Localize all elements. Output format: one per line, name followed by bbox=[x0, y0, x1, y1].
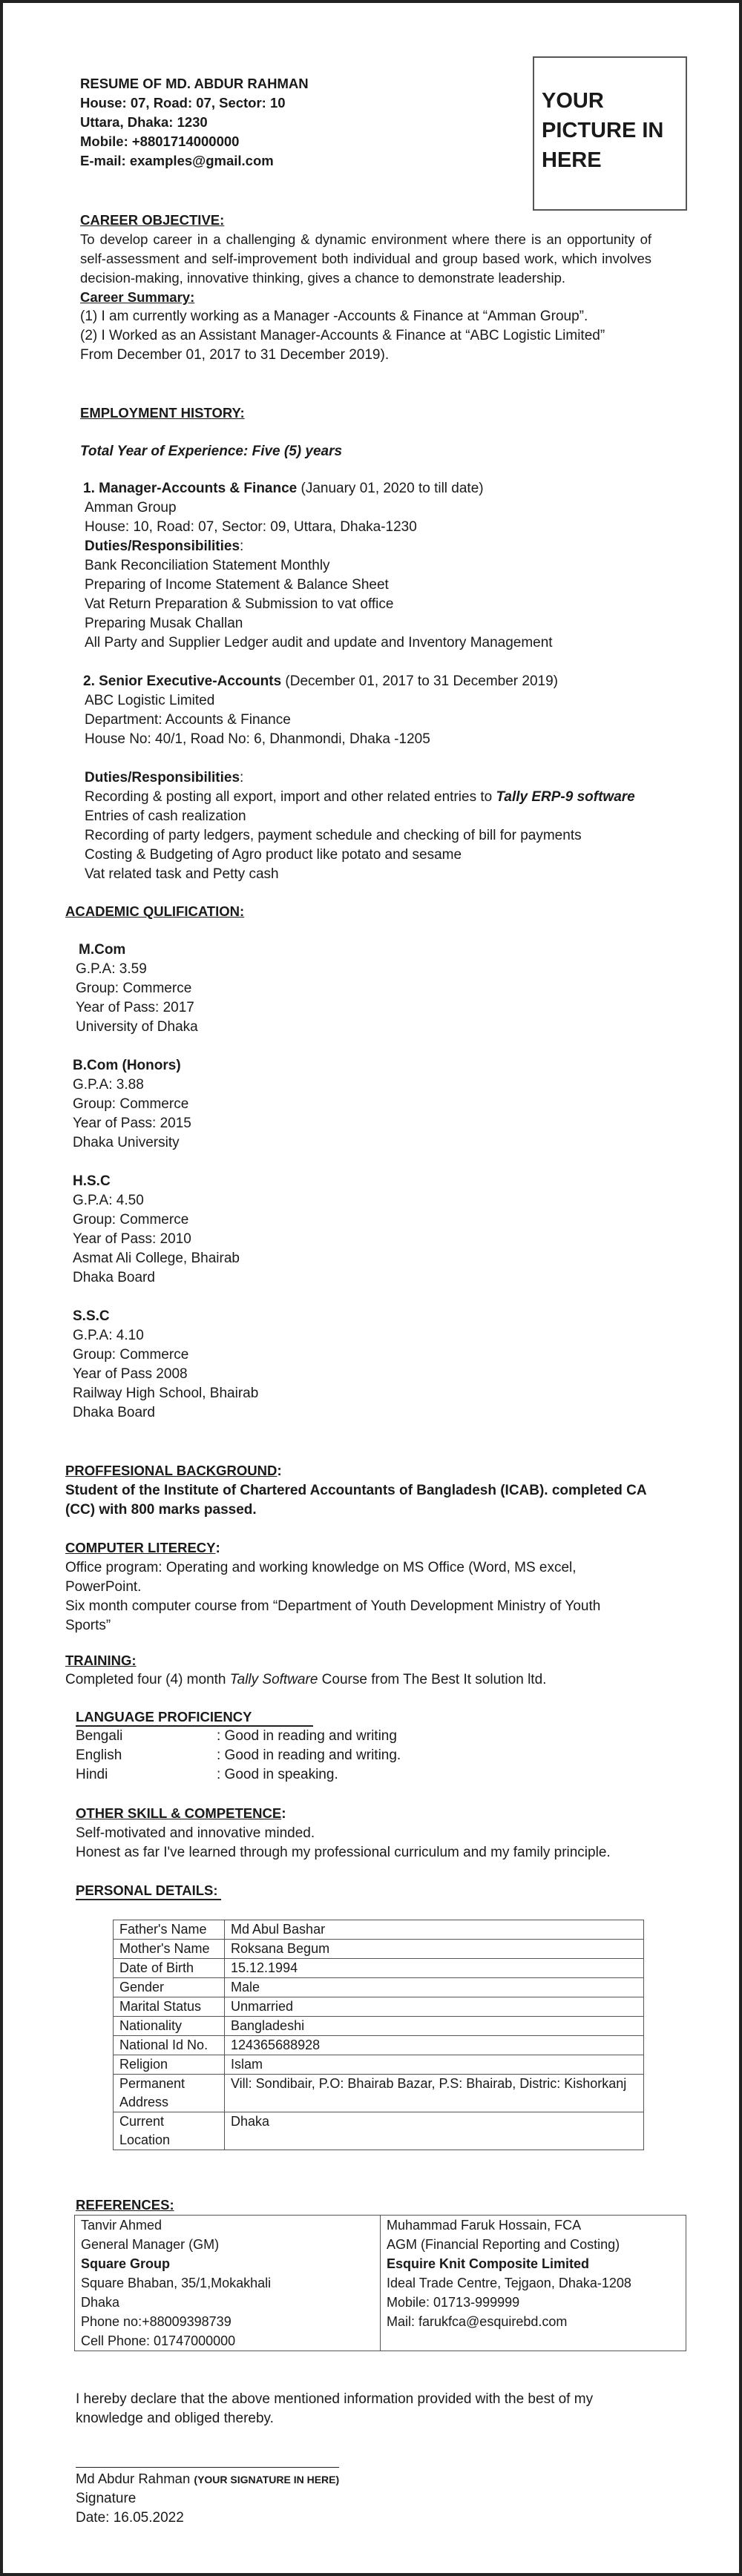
degree-ssc: S.S.C G.P.A: 4.10 Group: Commerce Year of Pass 2008 Railway High School, Bhairab Dhaka Board bbox=[73, 1308, 259, 1420]
duty-item: Costing & Budgeting of Agro product like potato and sesame bbox=[85, 847, 462, 863]
company: ABC Logistic Limited bbox=[85, 693, 215, 708]
resume-header bbox=[80, 74, 309, 171]
duty-item: Preparing Musak Challan bbox=[85, 616, 243, 631]
duty-item: Recording & posting all export, import and other related entries to Tally ERP-9 software bbox=[85, 789, 635, 805]
degree-name: B.Com (Honors) bbox=[73, 1058, 181, 1073]
skills-section: OTHER SKILL & COMPETENCE: Self-motivated and innovative minded. Honest as far I've learned through my professional curriculum and my family principle. bbox=[76, 1805, 611, 1860]
job-1: 1. Manager-Accounts & Finance (January 01, 2020 to till date) Amman Group House: 10, Road: 07, Sector: 09, Uttara, Dhaka-1230 Duties/Responsibilities: Bank Reconciliation Statement Monthly Preparing of Income Statement & Balance Sheet Vat Return Preparation & Submission to vat office Preparing Musak Challan All Party and Supplier Ledger audit and update and Inventory Management bbox=[80, 479, 553, 653]
skills-title: OTHER SKILL & COMPETENCE bbox=[76, 1805, 282, 1821]
table-row: Religion Islam bbox=[114, 2055, 644, 2075]
total-experience: Total Year of Experience: Five (5) years bbox=[80, 444, 343, 459]
address-line-2: Uttara, Dhaka: 1230 bbox=[80, 114, 208, 130]
table-row: Nationality Bangladeshi bbox=[114, 2017, 644, 2036]
academic-title: ACADEMIC QULIFICATION: bbox=[65, 903, 245, 919]
email: E-mail: examples@gmail.com bbox=[80, 153, 274, 168]
career-section bbox=[80, 211, 651, 365]
job-position: Senior Executive-Accounts bbox=[99, 673, 282, 689]
signature-block bbox=[76, 2467, 339, 2528]
personal-details-table bbox=[113, 1920, 644, 2150]
duty-item: Vat Return Preparation & Submission to vat office bbox=[85, 596, 394, 612]
references-table bbox=[74, 2215, 686, 2351]
career-summary-title: Career Summary: bbox=[80, 289, 195, 305]
summary-line: (1) I am currently working as a Manager -Accounts & Finance at “Amman Group”. bbox=[80, 309, 588, 324]
computer-section: COMPUTER LITERECY: Office program: Operating and working knowledge on MS Office (Word, MS excel, PowerPoint. Six month computer course from “Department of Youth Development Ministry of Youth Sports” bbox=[65, 1540, 601, 1633]
signature-date: Date: 16.05.2022 bbox=[76, 2510, 184, 2526]
address-line-1: House: 07, Road: 07, Sector: 10 bbox=[80, 95, 286, 111]
language-title-underline bbox=[76, 1707, 313, 1727]
degree-name: H.S.C bbox=[73, 1173, 111, 1189]
company-address: House No: 40/1, Road No: 6, Dhanmondi, Dhaka -1205 bbox=[85, 731, 430, 747]
table-row: Gender Male bbox=[114, 1978, 644, 1997]
company: Amman Group bbox=[85, 500, 177, 515]
table-row: Marital Status Unmarried bbox=[114, 1997, 644, 2017]
training-title: TRAINING: bbox=[65, 1653, 137, 1668]
references-title: REFERENCES: bbox=[76, 2197, 174, 2213]
job-position: Manager-Accounts & Finance bbox=[99, 481, 298, 496]
duty-item: Recording of party ledgers, payment schedule and checking of bill for payments bbox=[85, 828, 582, 843]
department: Department: Accounts & Finance bbox=[85, 712, 291, 728]
professional-section: PROFFESIONAL BACKGROUND: Student of the Institute of Chartered Accountants of Bangladesh (ICAB). completed CA (CC) with 800 marks passed. bbox=[65, 1463, 647, 1518]
job-2: 2. Senior Executive-Accounts (December 01, 2017 to 31 December 2019) ABC Logistic Limited Department: Accounts & Finance House No: 40/1, Road No: 6, Dhanmondi, Dhaka -1205 Duties/Responsibilities: Recording & posting all export, import and other related entries to Tally ERP-9 software Entries of cash realization Recording of party ledgers, payment schedule and checking of bill for payments Costing & Budgeting of Agro product like potato and sesame Vat related task and Petty cash bbox=[80, 672, 635, 884]
training-section: TRAINING: Completed four (4) month Tally Software Course from The Best It solution ltd. bbox=[65, 1653, 547, 1687]
language-item: Bengali : Good in reading and writing bbox=[76, 1728, 397, 1744]
table-row: Date of Birth 15.12.1994 bbox=[114, 1959, 644, 1978]
table-row: National Id No. 124365688928 bbox=[114, 2036, 644, 2055]
duties-title: Duties/Responsibilities bbox=[85, 770, 240, 785]
language-title: LANGUAGE PROFICIENCY bbox=[76, 1709, 252, 1725]
degree-mcom: M.Com G.P.A: 3.59 Group: Commerce Year of Pass: 2017 University of Dhaka bbox=[76, 942, 198, 1035]
duty-item: Bank Reconciliation Statement Monthly bbox=[85, 558, 330, 573]
language-list bbox=[76, 1727, 401, 1785]
employment-title: EMPLOYMENT HISTORY: bbox=[80, 405, 245, 421]
personal-title-underline bbox=[76, 1881, 221, 1900]
duty-item: Vat related task and Petty cash bbox=[85, 866, 279, 882]
duty-item: Preparing of Income Statement & Balance Sheet bbox=[85, 577, 389, 593]
resume-title: RESUME OF MD. ABDUR RAHMAN bbox=[80, 76, 309, 91]
computer-title: COMPUTER LITERECY bbox=[65, 1540, 216, 1555]
table-row: Permanent Address Vill: Sondibair, P.O: Bhairab Bazar, P.S: Bhairab, Distric: Kishorkanj bbox=[114, 2075, 644, 2112]
degree-bcom: B.Com (Honors) G.P.A: 3.88 Group: Commerce Year of Pass: 2015 Dhaka University bbox=[73, 1058, 191, 1150]
reference-right: Muhammad Faruk Hossain, FCA AGM (Financial Reporting and Costing) Esquire Knit Composite Limited Ideal Trade Centre, Tejgaon, Dhaka-1208 Mobile: 01713-999999 Mail: farukfca@esquirebd.com bbox=[381, 2216, 686, 2351]
table-row: Current Location Dhaka bbox=[114, 2112, 644, 2150]
signature-label: Signature bbox=[76, 2491, 137, 2506]
summary-line: From December 01, 2017 to 31 December 2019). bbox=[80, 347, 390, 363]
career-objective-text: To develop career in a challenging & dynamic environment where there is an opportunity of self-assessment and self-improvement both individual and group based work, which involves decision-making, innovative thinking, gives a chance to demonstrate leadership. bbox=[80, 231, 651, 286]
degree-name: M.Com bbox=[79, 942, 126, 958]
photo-placeholder: YOUR PICTURE IN HERE bbox=[533, 56, 687, 211]
language-item: Hindi : Good in speaking. bbox=[76, 1767, 338, 1782]
degree-name: S.S.C bbox=[73, 1308, 110, 1324]
personal-title: PERSONAL DETAILS: bbox=[76, 1882, 218, 1898]
professional-title: PROFFESIONAL BACKGROUND bbox=[65, 1463, 278, 1478]
signature-name: Md Abdur Rahman bbox=[76, 2471, 194, 2486]
duties-title: Duties/Responsibilities bbox=[85, 538, 240, 554]
table-row: Mother's Name Roksana Begum bbox=[114, 1940, 644, 1959]
degree-hsc: H.S.C G.P.A: 4.50 Group: Commerce Year of Pass: 2010 Asmat Ali College, Bhairab Dhaka Board bbox=[73, 1173, 240, 1285]
declaration: I hereby declare that the above mentioned information provided with the best of my knowledge and obliged thereby. bbox=[76, 2391, 594, 2426]
signature-note: (YOUR SIGNATURE IN HERE) bbox=[194, 2474, 340, 2486]
reference-left: Tanvir Ahmed General Manager (GM) Square Group Square Bhaban, 35/1,Mokakhali Dhaka Phone no:+88009398739 Cell Phone: 01747000000 bbox=[75, 2216, 381, 2351]
mobile: Mobile: +8801714000000 bbox=[80, 134, 240, 149]
duty-item: All Party and Supplier Ledger audit and update and Inventory Management bbox=[85, 635, 553, 650]
duty-item: Entries of cash realization bbox=[85, 808, 246, 824]
summary-line: (2) I Worked as an Assistant Manager-Accounts & Finance at “ABC Logistic Limited” bbox=[80, 328, 605, 343]
career-objective-title: CAREER OBJECTIVE: bbox=[80, 212, 225, 228]
table-row: Father's Name Md Abul Bashar bbox=[114, 1920, 644, 1940]
company-address: House: 10, Road: 07, Sector: 09, Uttara, Dhaka-1230 bbox=[85, 519, 417, 535]
language-item: English : Good in reading and writing. bbox=[76, 1747, 401, 1763]
